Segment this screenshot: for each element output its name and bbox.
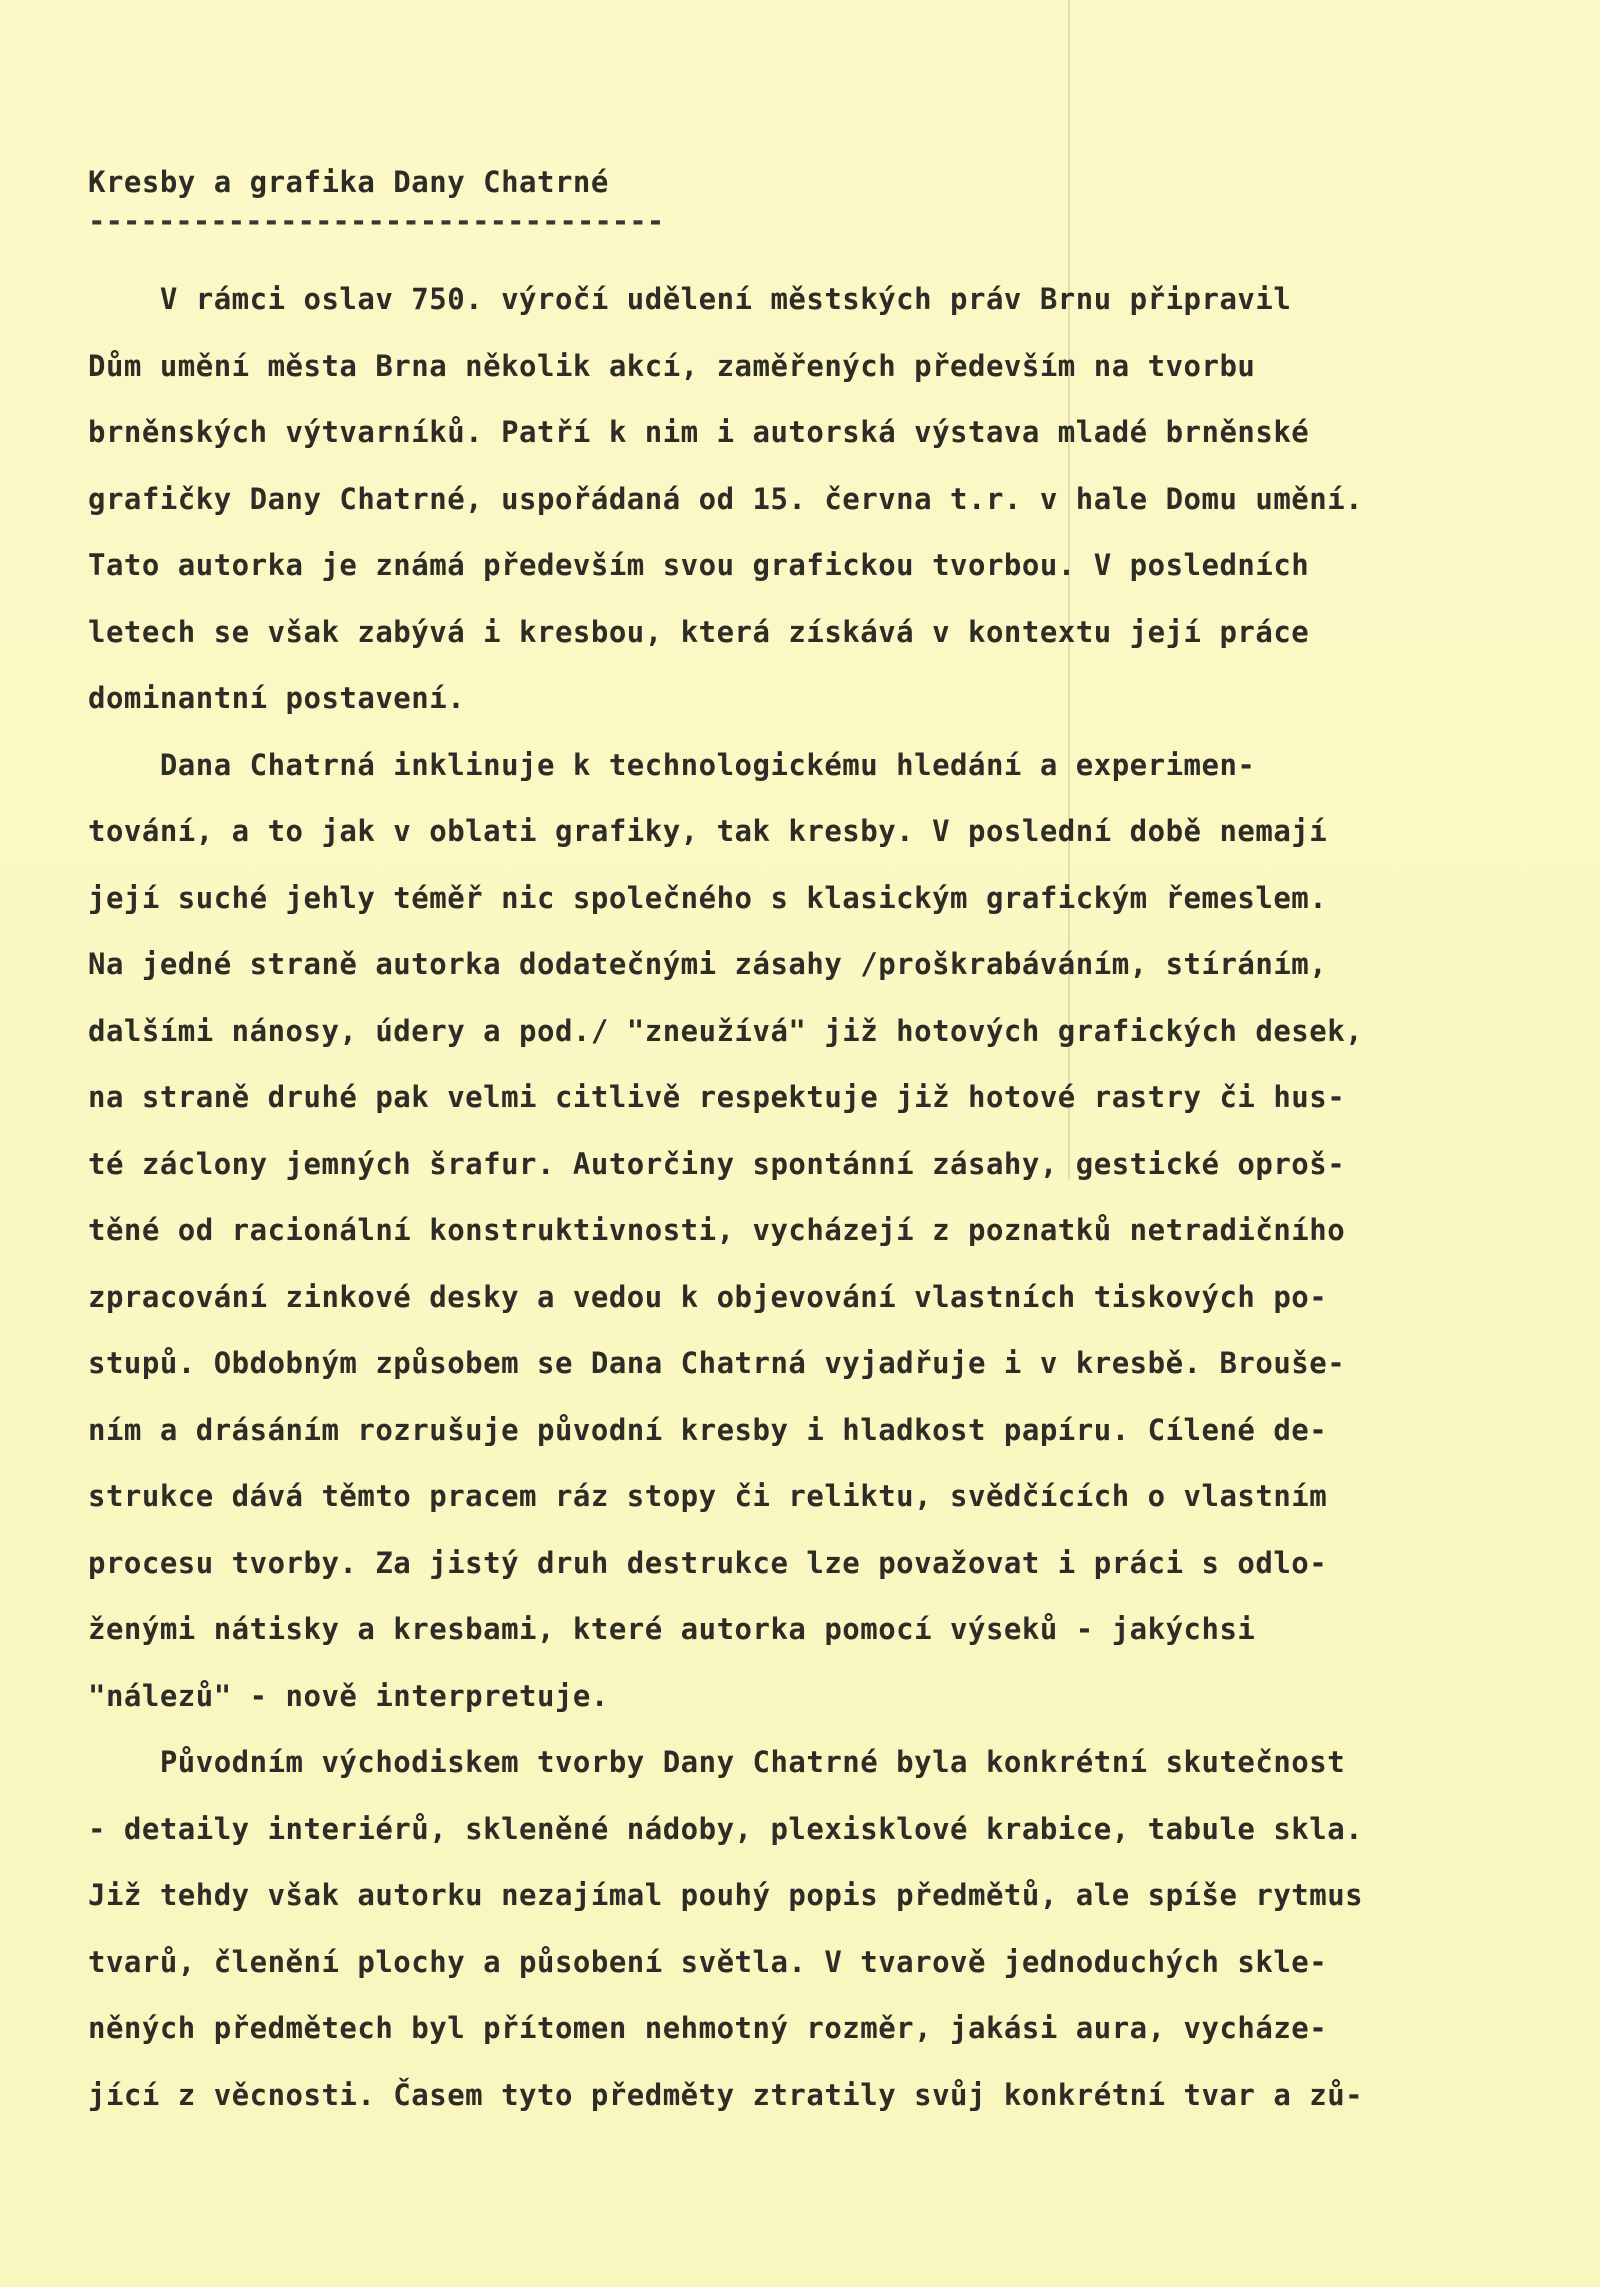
text-line: něných předmětech byl přítomen nehmotný rozměr, jakási aura, vycháze- — [88, 2011, 1328, 2045]
typewritten-document — [88, 160, 1548, 2128]
text-line: té záclony jemných šrafur. Autorčiny spontánní zásahy, gestické oproš- — [88, 1146, 1346, 1181]
text-line: Na jedné straně autorka dodatečnými zásahy /proškrabáváním, stíráním, — [88, 947, 1328, 981]
text-line: letech se však zabývá i kresbou, která získává v kontextu její práce — [88, 614, 1310, 649]
paragraph-2 — [88, 732, 1548, 1730]
text-line: ním a drásáním rozrušuje původní kresby i hladkost papíru. Cílené de- — [88, 1412, 1328, 1447]
text-line: Původním východiskem tvorby Dany Chatrné byla konkrétní skutečnost — [88, 1745, 1346, 1779]
text-line: grafičky Dany Chatrné, uspořádaná od 15. června t.r. v hale Domu umění. — [88, 481, 1364, 516]
text-line: - detaily interiérů, skleněné nádoby, plexisklové krabice, tabule skla. — [88, 1811, 1364, 1846]
text-line: Tato autorka je známá především svou grafickou tvorbou. V posledních — [88, 548, 1310, 582]
text-line: tování, a to jak v oblati grafiky, tak kresby. V poslední době nemají — [88, 814, 1328, 848]
text-line: její suché jehly téměř nic společného s klasickým grafickým řemeslem. — [88, 880, 1328, 915]
text-line: tvarů, členění plochy a působení světla. V tvarově jednoduchých skle- — [88, 1944, 1328, 1979]
text-line: těné od racionální konstruktivnosti, vycházejí z poznatků netradičního — [88, 1213, 1346, 1247]
text-line: "nálezů" - nově interpretuje. — [88, 1678, 609, 1713]
text-line: zpracování zinkové desky a vedou k objevování vlastních tiskových po- — [88, 1279, 1328, 1314]
text-line: Dům umění města Brna několik akcí, zaměřených především na tvorbu — [88, 348, 1256, 383]
title-underline: --------------------------------- — [88, 204, 665, 238]
text-line: dominantní postavení. — [88, 681, 466, 715]
text-line: jící z věcnosti. Časem tyto předměty ztratily svůj konkrétní tvar a zů- — [88, 2077, 1364, 2112]
paragraph-3 — [88, 1729, 1548, 2128]
text-line: na straně druhé pak velmi citlivě respektuje již hotové rastry či hus- — [88, 1080, 1346, 1114]
text-line: Dana Chatrná inklinuje k technologickému hledání a experimen- — [88, 747, 1256, 782]
text-line: stupů. Obdobným způsobem se Dana Chatrná vyjadřuje i v kresbě. Brouše- — [88, 1346, 1346, 1380]
text-line: V rámci oslav 750. výročí udělení městských práv Brnu připravil — [88, 282, 1292, 316]
text-line: Již tehdy však autorku nezajímal pouhý popis předmětů, ale spíše rytmus — [88, 1878, 1364, 1912]
text-line: ženými nátisky a kresbami, které autorka pomocí výseků - jakýchsi — [88, 1612, 1256, 1646]
paragraph-1 — [88, 266, 1548, 732]
text-line: procesu tvorby. Za jistý druh destrukce lze považovat i práci s odlo- — [88, 1545, 1328, 1580]
text-line: strukce dává těmto pracem ráz stopy či reliktu, svědčících o vlastním — [88, 1479, 1328, 1513]
text-line: brněnských výtvarníků. Patří k nim i autorská výstava mladé brněnské — [88, 415, 1310, 449]
text-line: dalšími nánosy, údery a pod./ "zneužívá" již hotových grafických desek, — [88, 1013, 1364, 1048]
document-title: Kresby a grafika Dany Chatrné — [88, 165, 609, 199]
